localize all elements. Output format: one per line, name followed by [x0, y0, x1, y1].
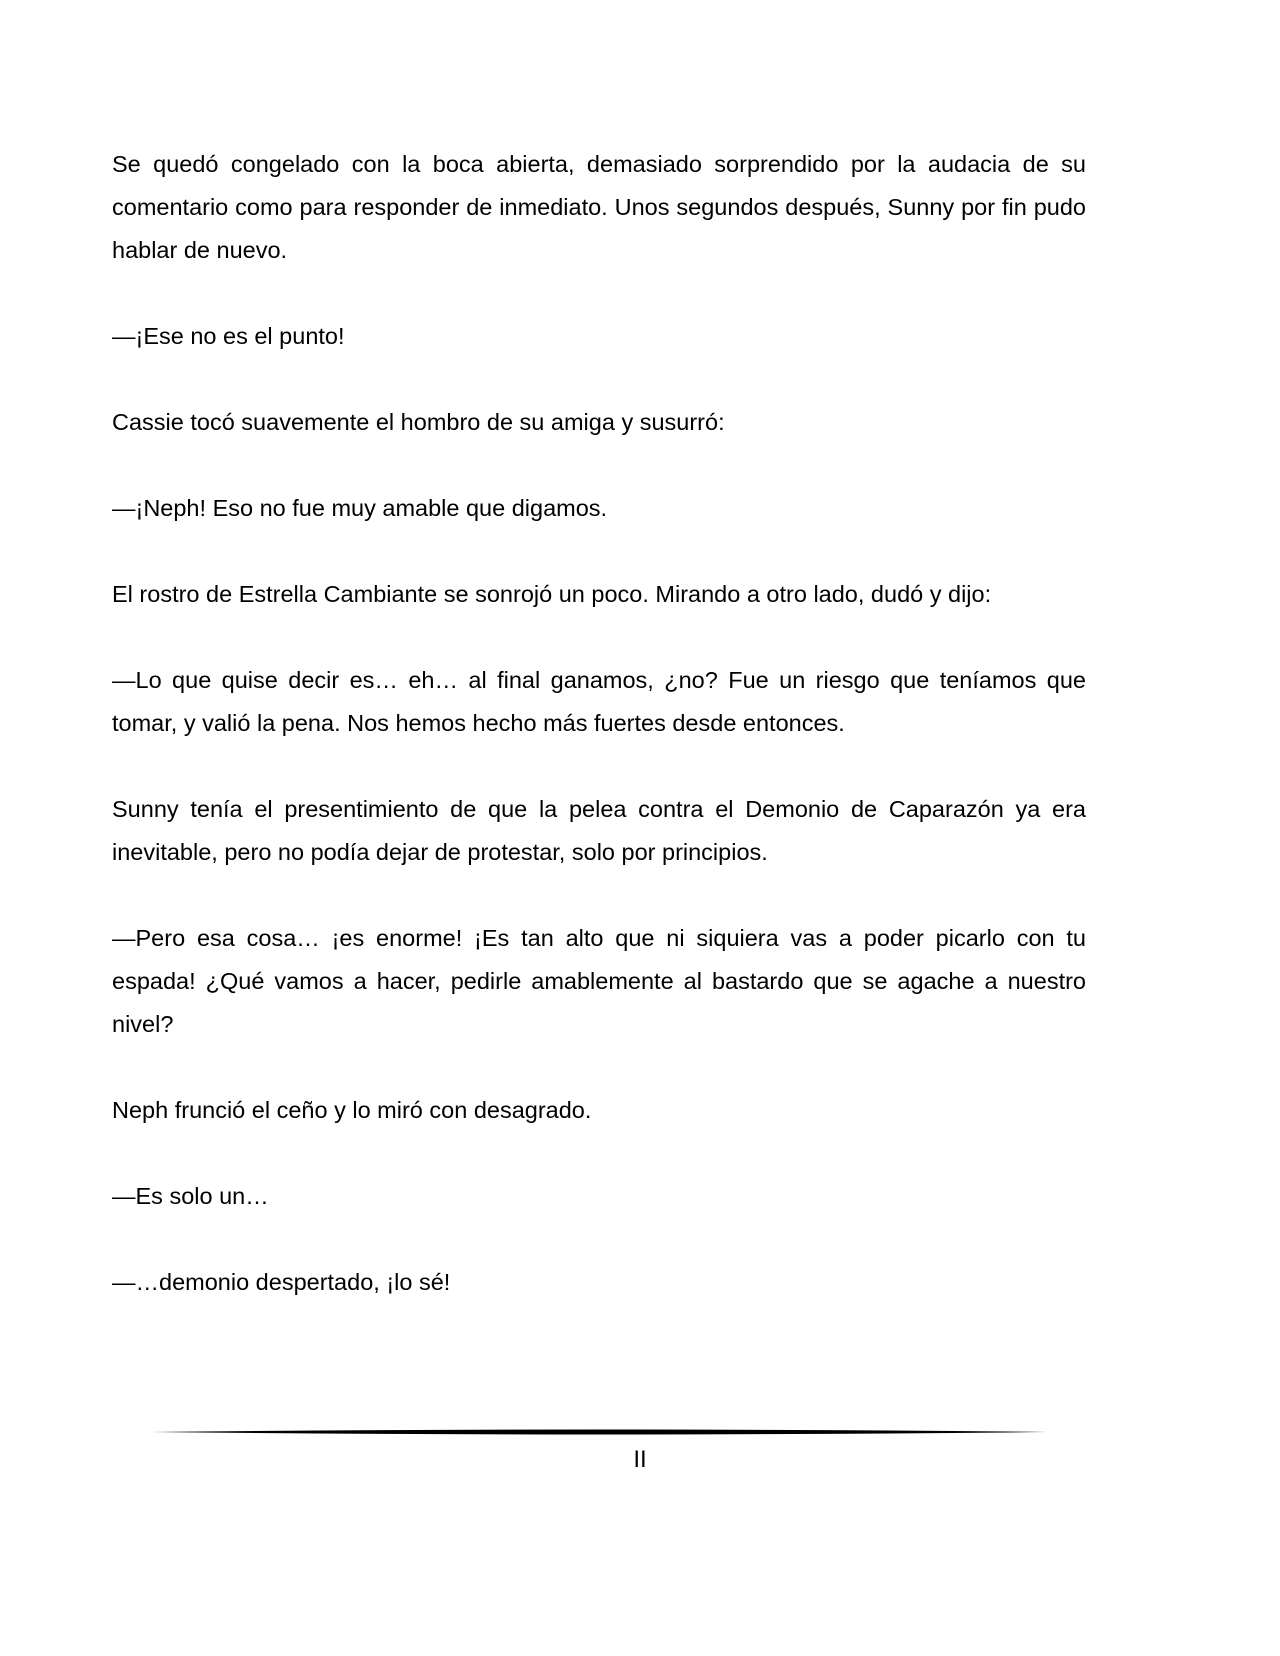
paragraph: —Es solo un… — [112, 1183, 269, 1209]
paragraph: —Pero esa cosa… ¡es enorme! ¡Es tan alto que ni siquiera vas a poder picarlo con tu espada! ¿Qué vamos a hacer, pedirle amablemente al bastardo que se agache a nuestro nivel? — [112, 925, 1086, 1037]
paragraph: —¡Ese no es el punto! — [112, 323, 345, 349]
paragraph: Neph frunció el ceño y lo miró con desagrado. — [112, 1097, 592, 1123]
paragraph: Se quedó congelado con la boca abierta, demasiado sorprendido por la audacia de su comentario como para responder de inmediato. Unos segundos después, Sunny por fin pudo hablar de nuevo. — [112, 151, 1086, 263]
paragraph: Sunny tenía el presentimiento de que la pelea contra el Demonio de Caparazón ya era inevitable, pero no podía dejar de protestar, solo por principios. — [112, 796, 1086, 865]
paragraph: El rostro de Estrella Cambiante se sonrojó un poco. Mirando a otro lado, dudó y dijo: — [112, 581, 992, 607]
body-text — [112, 143, 1086, 1304]
paragraph: Cassie tocó suavemente el hombro de su amiga y susurró: — [112, 409, 725, 435]
paragraph: —¡Neph! Eso no fue muy amable que digamos. — [112, 495, 608, 521]
paragraph: —…demonio despertado, ¡lo sé! — [112, 1269, 451, 1295]
page-number: II — [633, 1446, 647, 1473]
footer-divider — [151, 1424, 1047, 1440]
paragraph: —Lo que quise decir es… eh… al final ganamos, ¿no? Fue un riesgo que teníamos que tomar, y valió la pena. Nos hemos hecho más fuertes desde entonces. — [112, 667, 1086, 736]
